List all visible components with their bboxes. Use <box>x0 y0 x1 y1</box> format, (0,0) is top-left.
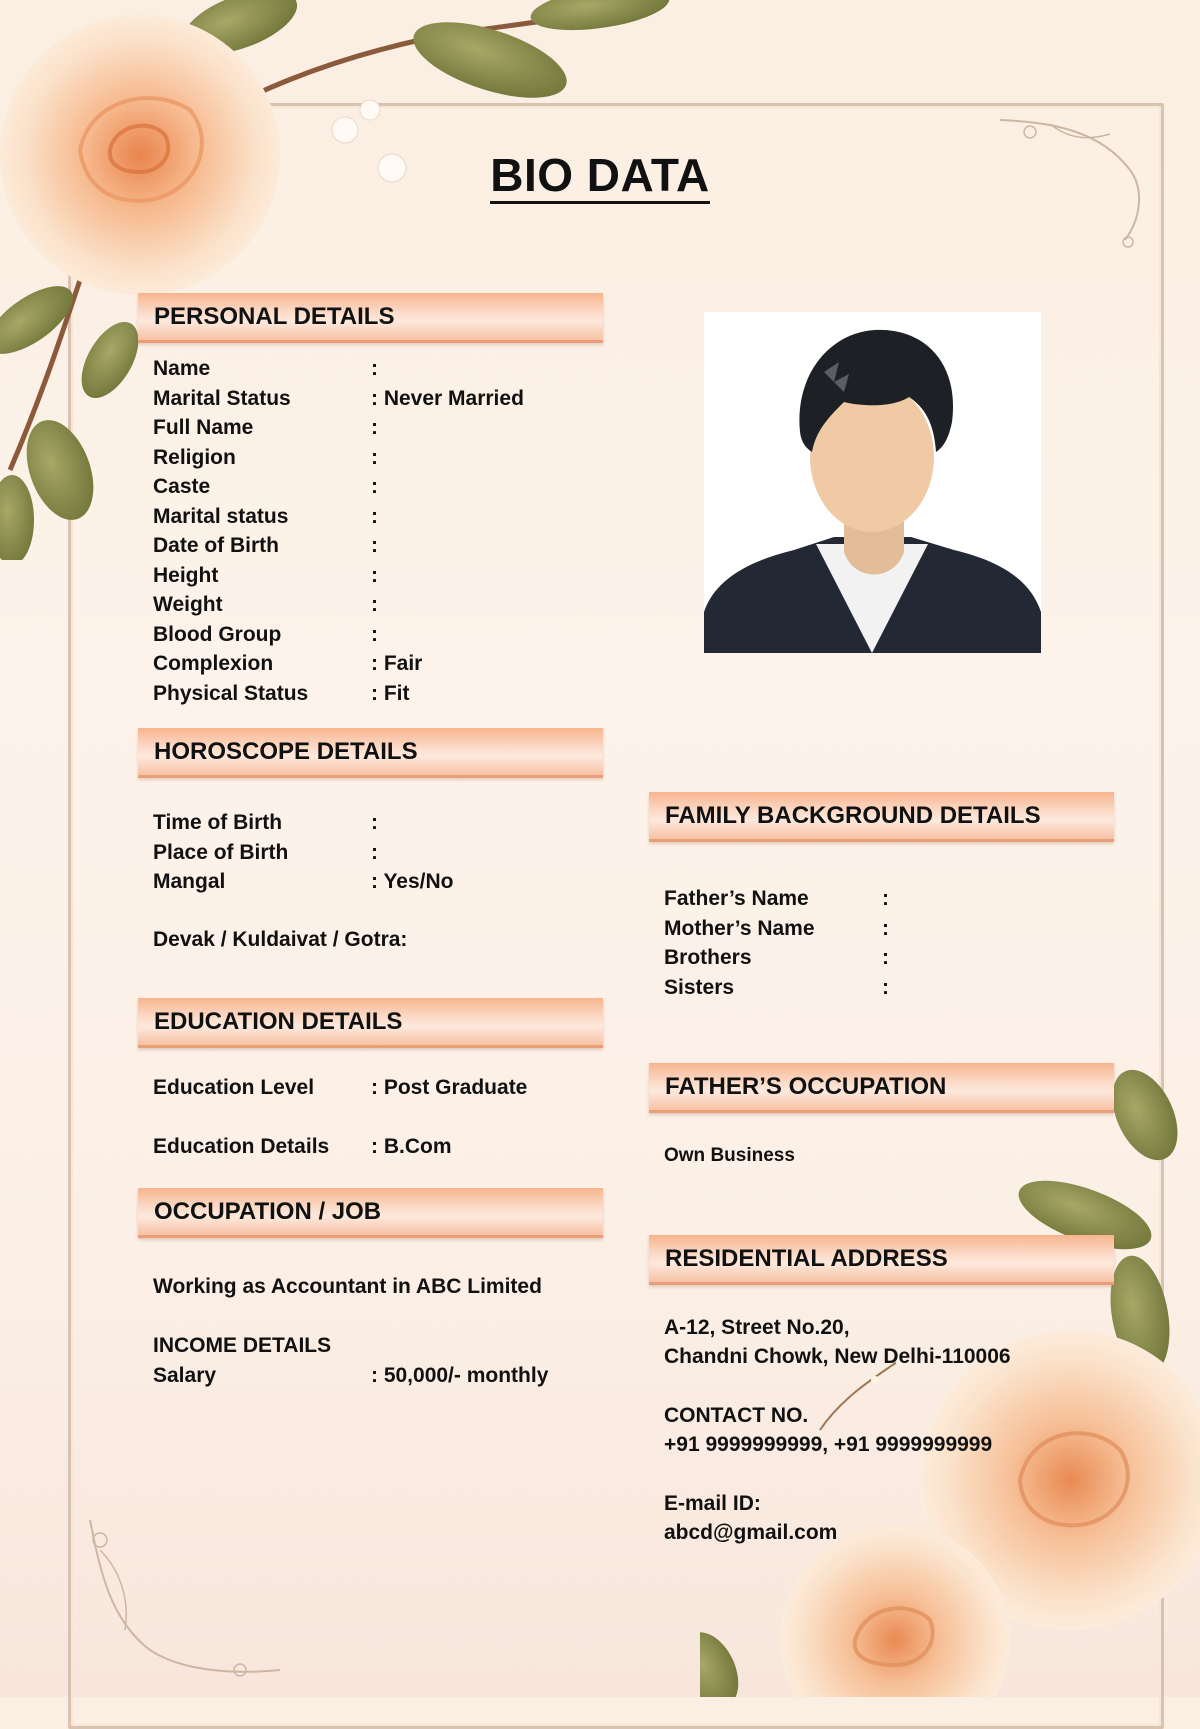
family-row-mother <box>664 914 889 944</box>
personal-row-weight <box>153 590 524 620</box>
personal-details-heading: PERSONAL DETAILS <box>138 293 603 343</box>
education-row-details <box>153 1132 527 1162</box>
family-row-brothers <box>664 943 889 973</box>
field-value: : <box>882 887 889 910</box>
personal-row-caste <box>153 472 524 502</box>
field-value: : Yes/No <box>371 870 454 893</box>
salary-row <box>153 1361 548 1391</box>
field-value: : <box>371 811 378 834</box>
field-value: : <box>882 946 889 969</box>
field-value: : <box>371 416 378 439</box>
field-value: : B.Com <box>371 1134 452 1158</box>
field-value: : <box>371 622 378 646</box>
field-label: Brothers <box>664 946 752 969</box>
field-label: Height <box>153 563 219 587</box>
field-label: Blood Group <box>153 622 282 646</box>
field-value: : <box>882 916 889 940</box>
personal-row-marital-status-2 <box>153 502 524 532</box>
address-line-2: Chandni Chowk, New Delhi-110006 <box>664 1345 1011 1368</box>
father-occupation-heading: FATHER’S OCCUPATION <box>649 1063 1114 1113</box>
personal-row-religion <box>153 443 524 473</box>
family-details-list <box>664 884 889 1002</box>
family-row-father <box>664 884 889 914</box>
personal-row-physical-status <box>153 679 524 709</box>
education-row-level <box>153 1073 527 1103</box>
horoscope-details-list <box>153 808 453 897</box>
field-value: : <box>371 504 378 528</box>
field-value: : <box>371 534 378 557</box>
personal-details-list <box>153 354 524 708</box>
residential-address-heading: RESIDENTIAL ADDRESS <box>649 1235 1114 1285</box>
occupation-text: Working as Accountant in ABC Limited <box>153 1275 542 1298</box>
family-row-sisters <box>664 973 889 1003</box>
field-value: : <box>371 357 378 380</box>
personal-row-marital-status <box>153 384 524 414</box>
field-value: : <box>371 593 378 616</box>
address-line-1: A-12, Street No.20, <box>664 1316 850 1339</box>
corner-flourish-bottom-left <box>70 1510 290 1690</box>
field-label: Date of Birth <box>153 534 279 557</box>
field-value: : <box>371 563 378 587</box>
field-value: : <box>371 475 378 498</box>
field-label: Mother’s Name <box>664 916 815 940</box>
field-label: Marital Status <box>153 386 291 410</box>
field-label: Education Level <box>153 1076 315 1099</box>
field-value: : Never Married <box>371 386 524 410</box>
field-label: Sisters <box>664 975 735 999</box>
field-label: Time of Birth <box>153 811 283 834</box>
field-label: Marital status <box>153 504 289 528</box>
field-label: Complexion <box>153 652 274 675</box>
education-details-list <box>153 1073 527 1161</box>
field-label: Physical Status <box>153 681 309 705</box>
occupation-heading: OCCUPATION / JOB <box>138 1188 603 1238</box>
personal-row-complexion <box>153 649 524 679</box>
field-label: Name <box>153 357 211 380</box>
salary-row-inner <box>153 1361 548 1391</box>
field-label: Religion <box>153 445 236 469</box>
father-occupation-text: Own Business <box>664 1145 795 1166</box>
education-details-heading: EDUCATION DETAILS <box>138 998 603 1048</box>
field-value: : <box>882 975 889 999</box>
personal-row-name <box>153 354 524 384</box>
personal-row-date-of-birth <box>153 531 524 561</box>
horoscope-row-time-of-birth <box>153 808 453 838</box>
field-label: Mangal <box>153 870 226 893</box>
field-label: Education Details <box>153 1134 330 1158</box>
personal-row-height <box>153 561 524 591</box>
field-label: Full Name <box>153 416 254 439</box>
contact-heading: CONTACT NO. <box>664 1404 809 1427</box>
field-label: Salary <box>153 1364 217 1387</box>
person-avatar-icon <box>704 312 1041 653</box>
field-value: : <box>371 445 378 469</box>
field-label: Weight <box>153 593 223 616</box>
field-value: : Post Graduate <box>371 1076 528 1099</box>
income-details-heading: INCOME DETAILS <box>153 1334 332 1357</box>
gotra-label: Devak / Kuldaivat / Gotra: <box>153 928 408 951</box>
page-title-text: BIO DATA <box>490 149 710 204</box>
field-label: Place of Birth <box>153 840 289 864</box>
personal-row-full-name <box>153 413 524 443</box>
field-value: : <box>371 840 378 864</box>
field-label: Father’s Name <box>664 887 809 910</box>
horoscope-row-place-of-birth <box>153 838 453 868</box>
personal-row-blood-group <box>153 620 524 650</box>
email-heading: E-mail ID: <box>664 1492 761 1515</box>
field-value: : 50,000/- monthly <box>371 1364 549 1387</box>
family-background-heading: FAMILY BACKGROUND DETAILS <box>649 792 1114 842</box>
page-title <box>0 148 1200 202</box>
profile-photo <box>704 312 1041 653</box>
email-address: abcd@gmail.com <box>664 1521 838 1544</box>
field-value: : Fit <box>371 681 410 705</box>
field-value: : Fair <box>371 652 423 675</box>
horoscope-row-mangal <box>153 867 453 897</box>
horoscope-details-heading: HOROSCOPE DETAILS <box>138 728 603 778</box>
contact-numbers: +91 9999999999, +91 9999999999 <box>664 1433 993 1456</box>
field-label: Caste <box>153 475 211 498</box>
